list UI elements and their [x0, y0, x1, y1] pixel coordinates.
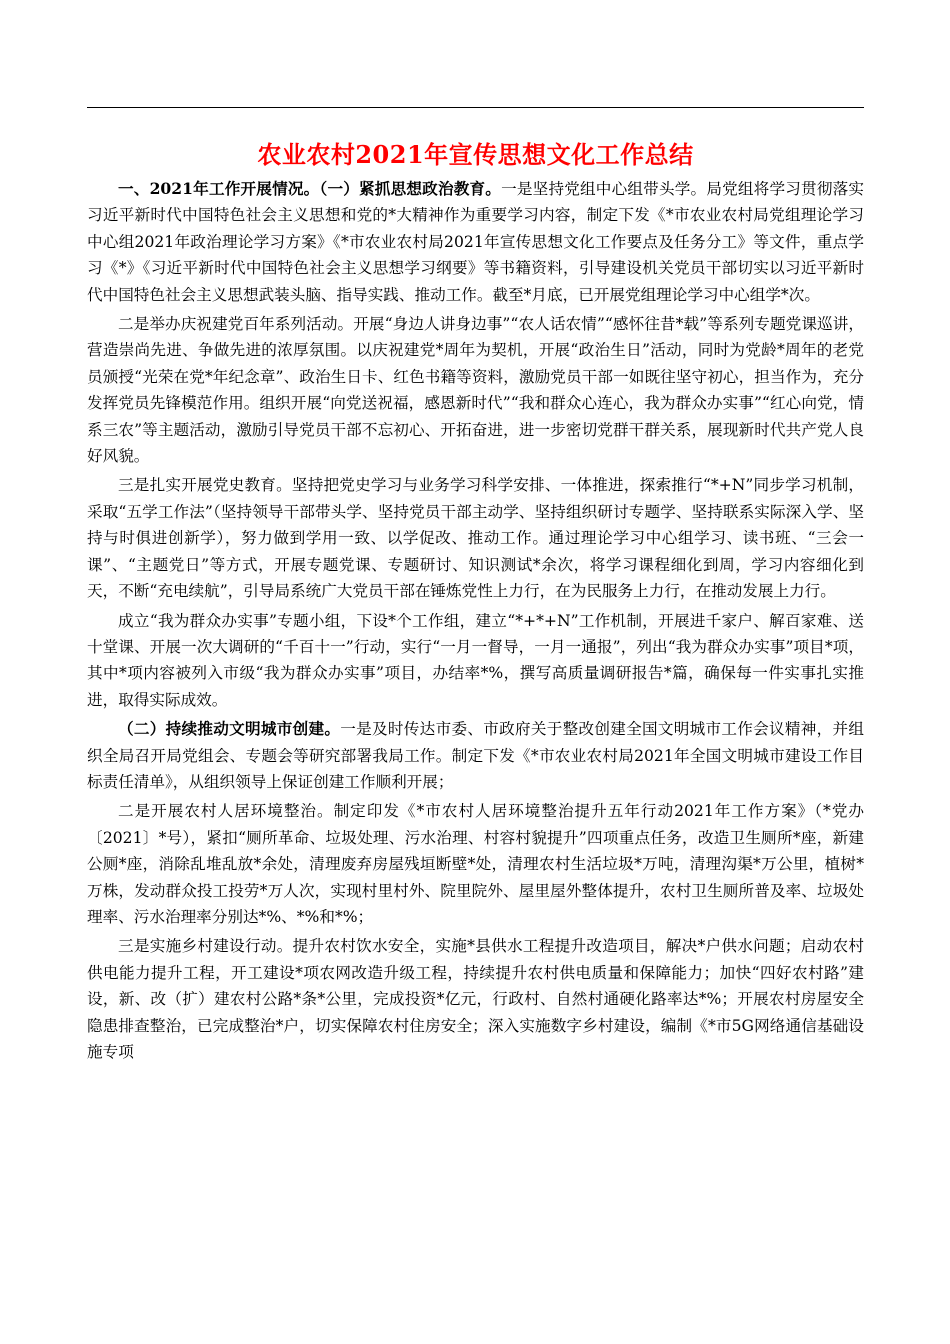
document-title: 农业农村2021年宣传思想文化工作总结	[257, 140, 694, 169]
paragraph-6	[87, 798, 864, 930]
paragraph-text: 三是实施乡村建设行动。提升农村饮水安全，实施*县供水工程提升改造项目，解决*户供水问题；启动农村供电能力提升工程，开工建设*项农网改造升级工程，持续提升农村供电质量和保障能力；加快“四好农村路”建设，新、改（扩）建农村公路*条*公里，完成投资*亿元，行政村、自然村通硬化路率达*%；开展农村房屋安全隐患排查整治，已完成整治*户，切实保障农村住房安全；深入实施数字乡村建设，编制《*市5G网络通信基础设施专项	[87, 937, 864, 1061]
paragraph-7	[87, 933, 864, 1065]
paragraph-text: 二是举办庆祝建党百年系列活动。开展“身边人讲身边事”“农人话农情”“感怀往昔*载”等系列专题党课巡讲，营造崇尚先进、争做先进的浓厚氛围。以庆祝建党*周年为契机，开展“政治生日”活动，同时为党龄*周年的老党员颁授“光荣在党*年纪念章”、政治生日卡、红色书籍等资料，激励党员干部一如既往坚守初心，担当作为，充分发挥党员先锋模范作用。组织开展“向党送祝福，感恩新时代”“我和群众心连心，我为群众办实事”“红心向党，情系三农”等主题活动，激励引导党员干部不忘初心、开拓奋进，进一步密切党群干群关系，展现新时代共产党人良好风貌。	[87, 315, 864, 466]
paragraph-3	[87, 472, 864, 604]
paragraph-1	[87, 176, 864, 308]
paragraph-text: 成立“我为群众办实事”专题小组，下设*个工作组，建立“*+*+N”工作机制，开展进千家户、解百家难、送十堂课、开展一次大调研的“千百十一”行动，实行“一月一督导，一月一通报”，列出“我为群众办实事”项目*项，其中*项内容被列入市级“我为群众办实事”项目，办结率*%，撰写高质量调研报告*篇，确保每一件实事扎实推进，取得实际成效。	[87, 611, 864, 709]
section-heading: 一、2021年工作开展情况。（一）紧抓思想政治教育。	[118, 179, 502, 198]
paragraph-text: 一是及时传达市委、市政府关于整改创建全国文明城市工作会议精神，并组织全局召开局党组会、专题会等研究部署我局工作。制定下发《*市农业农村局2021年全国文明城市建设工作目标责任清单》，从组织领导上保证创建工作顺利开展；	[87, 720, 864, 791]
paragraph-2	[87, 311, 864, 469]
document-body	[87, 176, 864, 1068]
paragraph-text: 三是扎实开展党史教育。坚持把党史学习与业务学习科学安排、一体推进，探索推行“*+N”同步学习机制，采取“五学工作法”（坚持领导干部带头学、坚持党员干部主动学、坚持组织研讨专题学、坚持联系实际深入学、坚持与时俱进创新学），努力做到学用一致、以学促改、推动工作。通过理论学习中心组学习、读书班、“三会一课”、“主题党日”等方式，开展专题党课、专题研讨、知识测试*余次，将学习课程细化到周，学习内容细化到天，不断“充电续航”，引导局系统广大党员干部在锤炼党性上力行，在为民服务上力行，在推动发展上力行。	[87, 476, 864, 601]
paragraph-text: 二是开展农村人居环境整治。制定印发《*市农村人居环境整治提升五年行动2021年工作方案》（*党办〔2021〕*号），紧扣“厕所革命、垃圾处理、污水治理、村容村貌提升”四项重点任务，改造卫生厕所*座，新建公厕*座，消除乱堆乱放*余处，清理废弃房屋残垣断壁*处，清理农村生活垃圾*万吨，清理沟渠*万公里，植树*万株，发动群众投工投劳*万人次，实现村里村外、院里院外、屋里屋外整体提升，农村卫生厕所普及率、垃圾处理率、污水治理率分别达*%、*%和*%；	[87, 802, 864, 926]
section-heading: （二）持续推动文明城市创建。	[118, 719, 341, 739]
paragraph-4	[87, 608, 864, 714]
paragraph-5	[87, 716, 864, 795]
paragraph-text: 一是坚持党组中心组带头学。局党组将学习贯彻落实习近平新时代中国特色社会主义思想和党的*大精神作为重要学习内容，制定下发《*市农业农村局党组理论学习中心组2021年政治理论学习方案》《*市农业农村局2021年宣传思想文化工作要点及任务分工》等文件，重点学习《*》《习近平新时代中国特色社会主义思想学习纲要》等书籍资料，引导建设机关党员干部切实以习近平新时代中国特色社会主义思想武装头脑、指导实践、推动工作。截至*月底，已开展党组理论学习中心组学*次。	[87, 180, 864, 304]
header-rule	[87, 107, 864, 108]
